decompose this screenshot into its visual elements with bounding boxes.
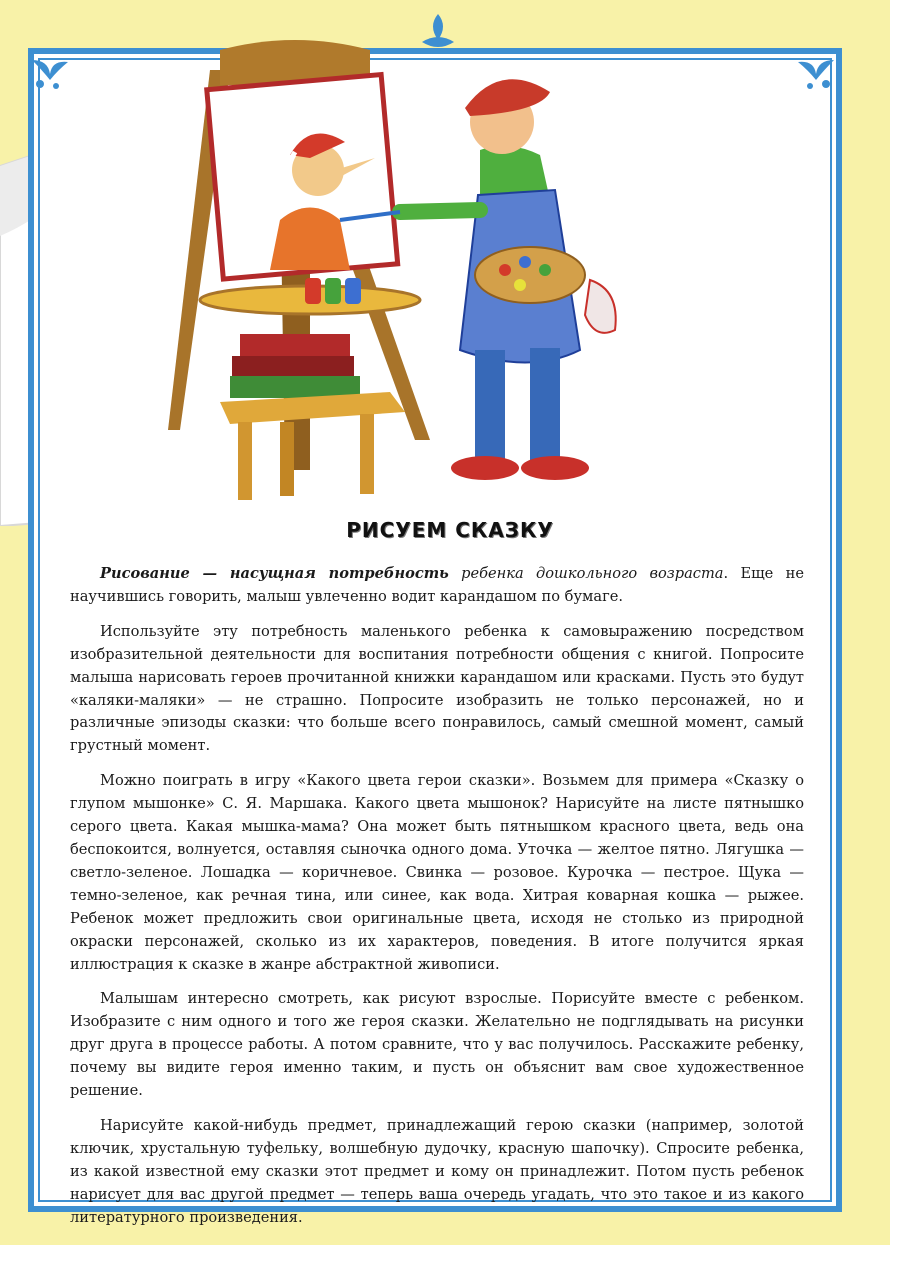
page-title: РИСУЕМ СКАЗКУ: [346, 518, 554, 542]
paragraph: Малышам интересно смотреть, как рисуют взрослые. Порисуйте вместе с ребенком. Изобразите с ним одного и того же героя сказки. Желательно не подглядывать на рисунки друг друга в процессе работы. А потом сравните, что у вас получилось. Расскажите ребенку, почему вы видите героя именно таким, и пусть он объяснит вам свое художественное решение.: [70, 990, 804, 1100]
intro-emphasis: Рисование — насущная потребность: [100, 565, 449, 582]
corner-ornament-icon: [794, 56, 838, 100]
paragraph: Нарисуйте какой-нибудь предмет, принадлежащий герою сказки (например, золотой ключик, хрустальную туфельку, волшебную дудочку, красную шапочку). Спросите ребенка, из какой известной ему сказки этот предмет и кому он принадлежит. Потом пусть ребенок нарисует для вас другой предмет — теперь ваша очередь угадать, что это такое и из какого литературного произведения.: [70, 1116, 804, 1226]
intro-paragraph: [70, 563, 804, 609]
paragraph: Используйте эту потребность маленького ребенка к самовыражению посредством изобразительной деятельности для воспитания потребности общения с книгой. Попросите малыша нарисовать героев прочитанной книжки карандашом или красками. Пусть это будут «каляки-маляки» — не страшно. Попросите изобразить не только персонажей, но и различные эпизоды сказки: что больше всего понравилось, самый смешной момент, самый грустный момент.: [70, 622, 804, 755]
body-text: [70, 563, 804, 1241]
artist-illustration: [160, 30, 660, 500]
intro-rest: . Еще не научившись говорить, малыш увлеченно водит карандашом по бумаге.: [70, 565, 804, 605]
intro-emphasis-tail: ребенка дошкольного возраста: [461, 565, 724, 582]
corner-ornament-icon: [28, 56, 72, 100]
paragraph: Можно поиграть в игру «Какого цвета герои сказки». Возьмем для примера «Сказку о глупом мышонке» С. Я. Маршака. Какого цвета мышонок? Нарисуйте на листе пятнышко серого цвета. Какая мышка-мама? Она может быть пятнышком красного цвета, ведь она беспокоится, волнуется, оставляя сыночка одного дома. Уточка — желтое пятно. Лягушка — светло-зеленое. Лошадка — коричневое. Свинка — розовое. Курочка — пестрое. Щука — темно-зеленое, как речная тина, или синее, как вода. Хитрая коварная кошка — рыжее. Ребенок может предложить свои оригинальные цвета, исходя не столько из природной окраски персонажей, сколько из их характеров, поведения. В итоге получится яркая иллюстрация к сказке в жанре абстрактной живописи.: [70, 772, 804, 973]
